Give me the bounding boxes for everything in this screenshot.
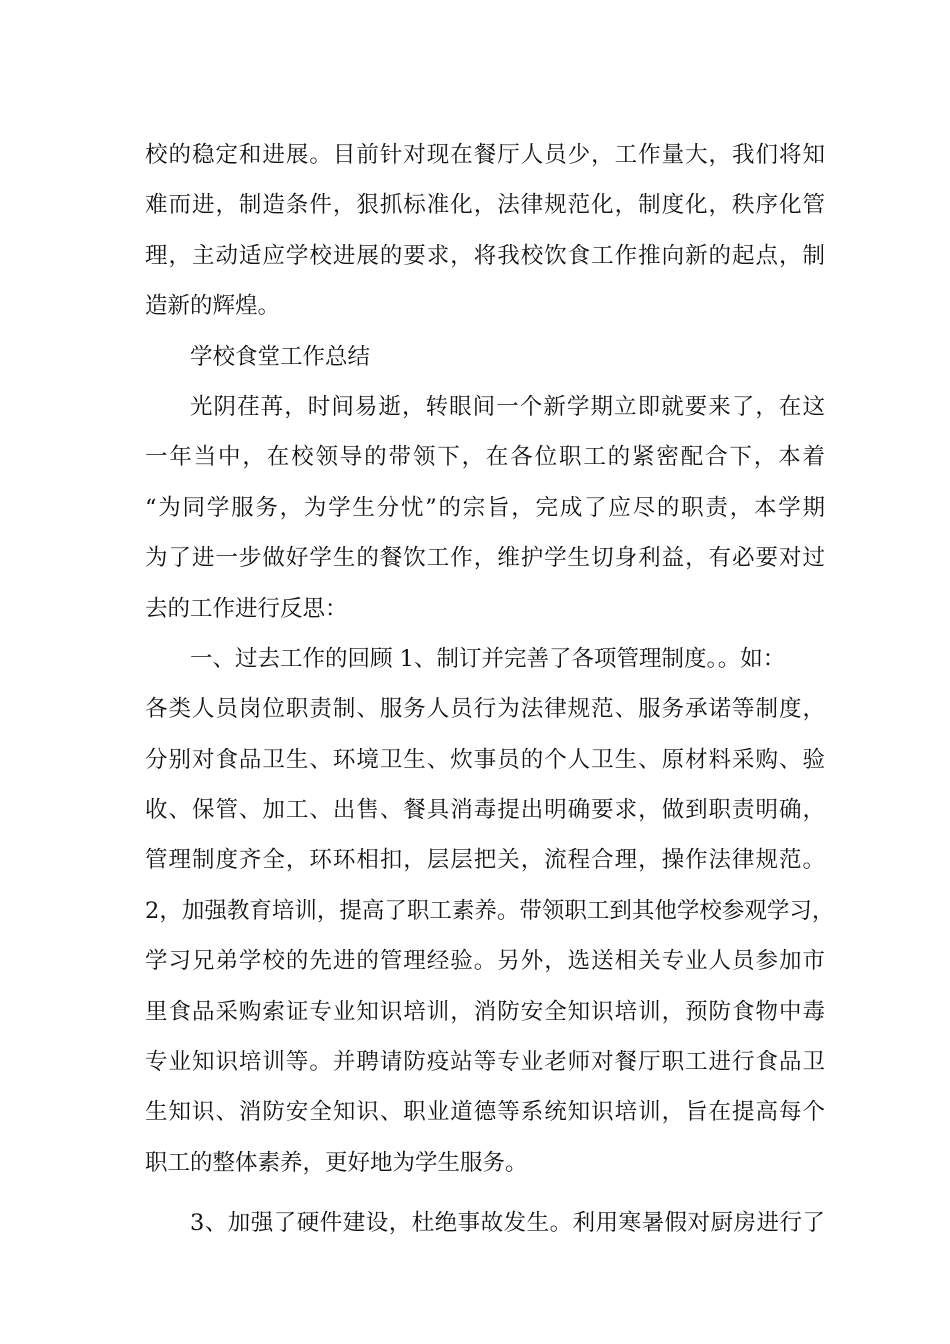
text-line: 专业知识培训等。并聘请防疫站等专业老师对餐厅职工进行食品卫 <box>145 1049 825 1076</box>
text-line: 学习兄弟学校的先进的管理经验。另外，选送相关专业人员参加市 <box>145 948 825 975</box>
text-line: 2，加强教育培训，提高了职工素养。带领职工到其他学校参观学习， <box>145 897 835 924</box>
text-line: 收、保管、加工、出售、餐具消毒提出明确要求，做到职责明确， <box>145 797 825 824</box>
text-line: 难而进，制造条件，狠抓标准化，法律规范化，制度化，秩序化管 <box>145 192 825 219</box>
text-line: 管理制度齐全，环环相扣，层层把关，流程合理，操作法律规范。 <box>145 847 825 874</box>
text-line: 生知识、消防安全知识、职业道德等系统知识培训，旨在提高每个 <box>145 1099 825 1126</box>
text-line: 为了进一步做好学生的餐饮工作，维护学生切身利益，有必要对过 <box>145 545 825 572</box>
text-line: “为同学服务，为学生分忧”的宗旨，完成了应尽的职责，本学期 <box>145 494 825 521</box>
text-line: 一、过去工作的回顾 1、制订并完善了各项管理制度。。如： <box>190 645 786 672</box>
section-title: 学校食堂工作总结 <box>190 343 371 370</box>
text-line: 校的稳定和进展。目前针对现在餐厅人员少，工作量大，我们将知 <box>145 142 825 168</box>
text-line: 各类人员岗位职责制、服务人员行为法律规范、服务承诺等制度， <box>145 696 825 723</box>
text-line: 职工的整体素养，更好地为学生服务。 <box>145 1149 528 1176</box>
body-text <box>145 130 835 1249</box>
text-line: 里食品采购索证专业知识培训，消防安全知识培训，预防食物中毒 <box>145 998 825 1025</box>
text-line: 分别对食品卫生、环境卫生、炊事员的个人卫生、原材料采购、验 <box>145 746 825 773</box>
text-line: 造新的辉煌。 <box>145 293 281 320</box>
text-line: 理，主动适应学校进展的要求，将我校饮食工作推向新的起点，制 <box>145 242 825 269</box>
text-line: 去的工作进行反思： <box>145 595 348 622</box>
text-line: 一年当中，在校领导的带领下，在各位职工的紧密配合下，本着 <box>145 444 825 471</box>
text-line: 光阴荏苒，时间易逝，转眼间一个新学期立即就要来了，在这 <box>190 393 825 420</box>
text-line: 3、加强了硬件建设，杜绝事故发生。利用寒暑假对厨房进行了 <box>190 1210 825 1237</box>
